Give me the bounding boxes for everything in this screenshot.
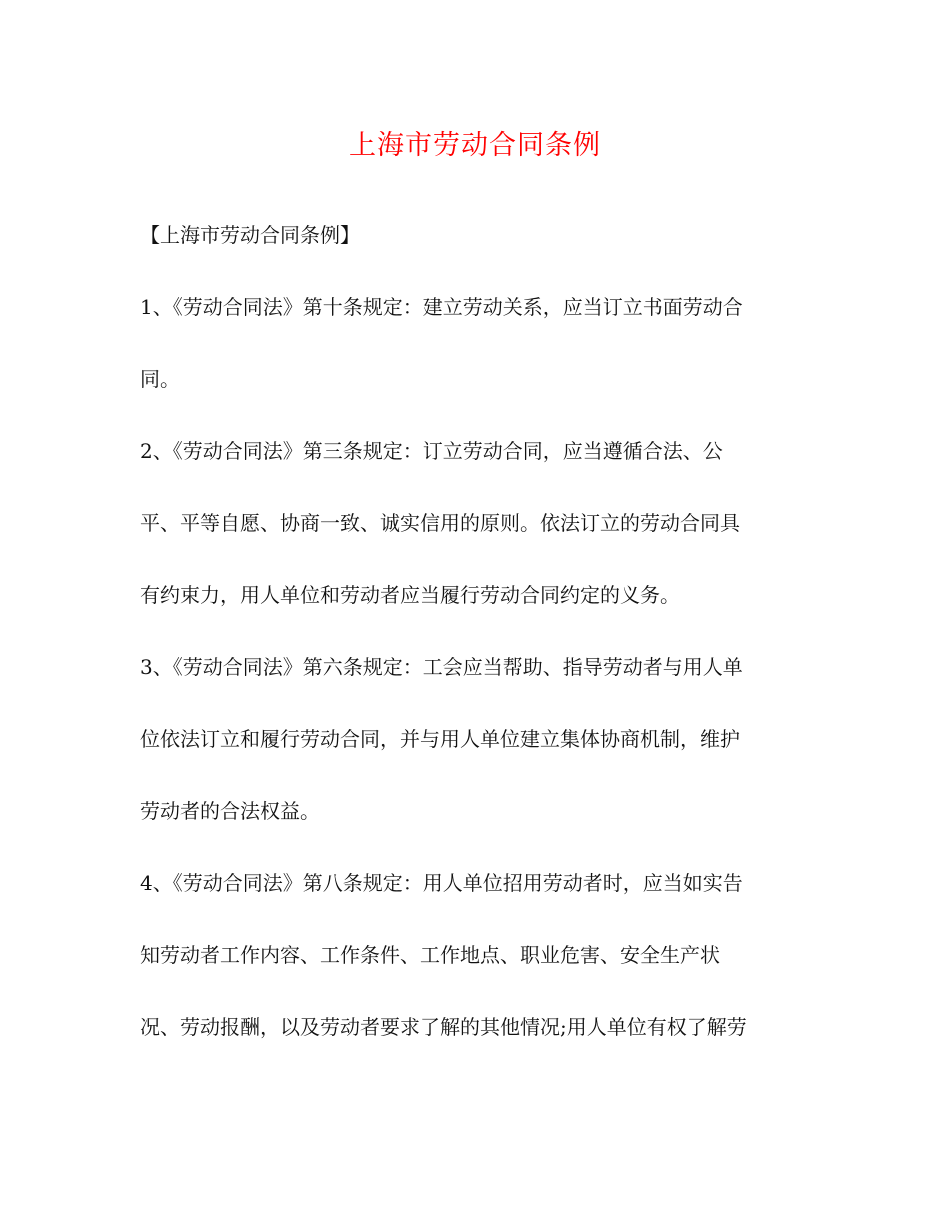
paragraph-line: 3、《劳动合同法》第六条规定：工会应当帮助、指导劳动者与用人单 xyxy=(140,655,743,679)
paragraph-line: 位依法订立和履行劳动合同，并与用人单位建立集体协商机制，维护 xyxy=(140,727,740,751)
document-title: 上海市劳动合同条例 xyxy=(349,130,601,161)
paragraph-line: 劳动者的合法权益。 xyxy=(140,799,320,823)
paragraph-line: 2、《劳动合同法》第三条规定：订立劳动合同，应当遵循合法、公 xyxy=(140,439,723,463)
paragraph-line: 4、《劳动合同法》第八条规定：用人单位招用劳动者时，应当如实告 xyxy=(140,871,743,895)
paragraph-line: 有约束力，用人单位和劳动者应当履行劳动合同约定的义务。 xyxy=(140,583,680,607)
paragraph-line: 况、劳动报酬，以及劳动者要求了解的其他情况;用人单位有权了解劳 xyxy=(140,1015,747,1039)
paragraph-line: 1、《劳动合同法》第十条规定：建立劳动关系，应当订立书面劳动合 xyxy=(140,295,743,319)
paragraph-line: 同。 xyxy=(140,367,180,391)
section-heading: 【上海市劳动合同条例】 xyxy=(140,223,360,247)
paragraph-line: 平、平等自愿、协商一致、诚实信用的原则。依法订立的劳动合同具 xyxy=(140,511,740,535)
paragraph-line: 知劳动者工作内容、工作条件、工作地点、职业危害、安全生产状 xyxy=(140,943,720,967)
